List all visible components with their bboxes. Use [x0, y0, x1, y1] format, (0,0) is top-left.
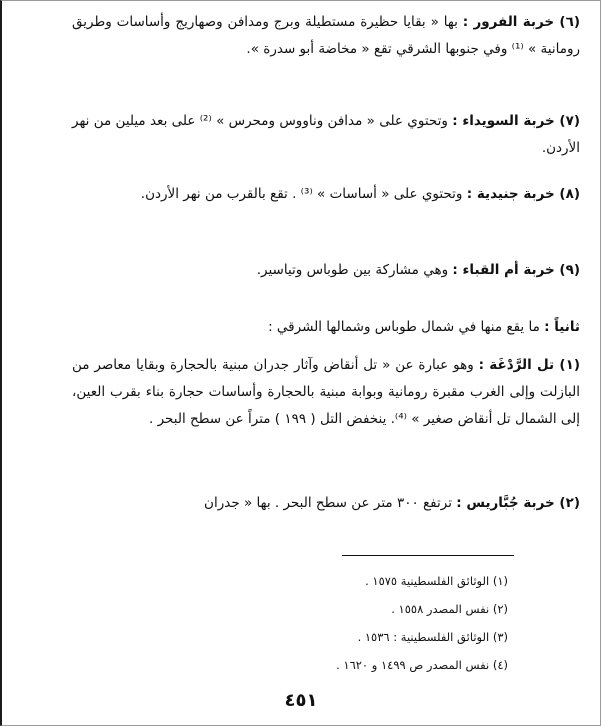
paragraph-body: وتحتوي على « مدافن وناووس ومحرس » ⁽²⁾ على بعد ميلين من نهر الأردن. — [72, 113, 580, 156]
paragraph-title: (٨) خربة جنيدية : — [466, 186, 580, 202]
paragraph-title: (٧) خربة السويداء : — [452, 113, 581, 129]
paragraph-khirbet-jubbaris — [72, 490, 580, 517]
paragraph-body: وهي مشاركة بين طوباس وتياسير. — [256, 262, 449, 278]
section-heading-second — [72, 314, 580, 341]
section-title: ثانياً : — [544, 319, 580, 335]
paragraph-khirbet-al-farur — [72, 9, 580, 63]
page-number: ٤٥١ — [284, 690, 318, 711]
footnote-4: (٤) نفس المصدر ص ١٤٩٩ و ١٦٢٠ . — [336, 658, 508, 672]
paragraph-body: وتحتوي على « أساسات » ⁽³⁾ . تقع بالقرب من نهر الأردن. — [140, 186, 463, 202]
paragraph-khirbet-umm-al-qubba — [72, 257, 580, 284]
paragraph-khirbet-as-suwayda — [72, 108, 580, 162]
paragraph-title: (١) تل الرَّدْغَة : — [478, 357, 580, 373]
footnote-divider — [342, 555, 514, 556]
footnote-2: (٢) نفس المصدر ١٥٥٨ . — [391, 602, 508, 616]
paragraph-tell-ar-radgha — [72, 352, 580, 433]
paragraph-khirbet-junaydiyya — [72, 181, 580, 208]
paragraph-body: وهو عبارة عن « تل أنقاض وآثار جدران مبنية بالحجارة وبقايا معاصر من البازلت وإلى الغرب مقبرة رومانية وبوابة مبنية بالحجارة وأساسات حجارة بناء بقرب العين، إلى الشمال تل أنقاض صغير » ⁽⁴⁾. ينخفض التل ( ١٩٩ ) متراً عن سطح البحر . — [72, 357, 580, 427]
footnote-3: (٣) الوثائق الفلسطينية : ١٥٣٦ . — [357, 630, 508, 644]
paragraph-body: ترتفع ٣٠٠ متر عن سطح البحر . بها « جدران — [204, 495, 452, 511]
paragraph-body: بها « بقايا حظيرة مستطيلة وبرج ومدافن وصهاريج وأساسات وطريق رومانية » ⁽¹⁾ وفي جنوبها الشرقي تقع « مخاضة أبو سدرة ». — [72, 14, 580, 57]
section-body: ما يقع منها في شمال طوباس وشمالها الشرقي : — [268, 319, 540, 335]
paragraph-title: (٩) خربة أم القباء : — [452, 262, 580, 278]
footnote-1: (١) الوثائق الفلسطينية ١٥٧٥ . — [365, 574, 508, 588]
paragraph-title: (٢) خربة جُبَّاريس : — [456, 495, 580, 511]
paragraph-title: (٦) خربة الفرور : — [462, 14, 580, 30]
